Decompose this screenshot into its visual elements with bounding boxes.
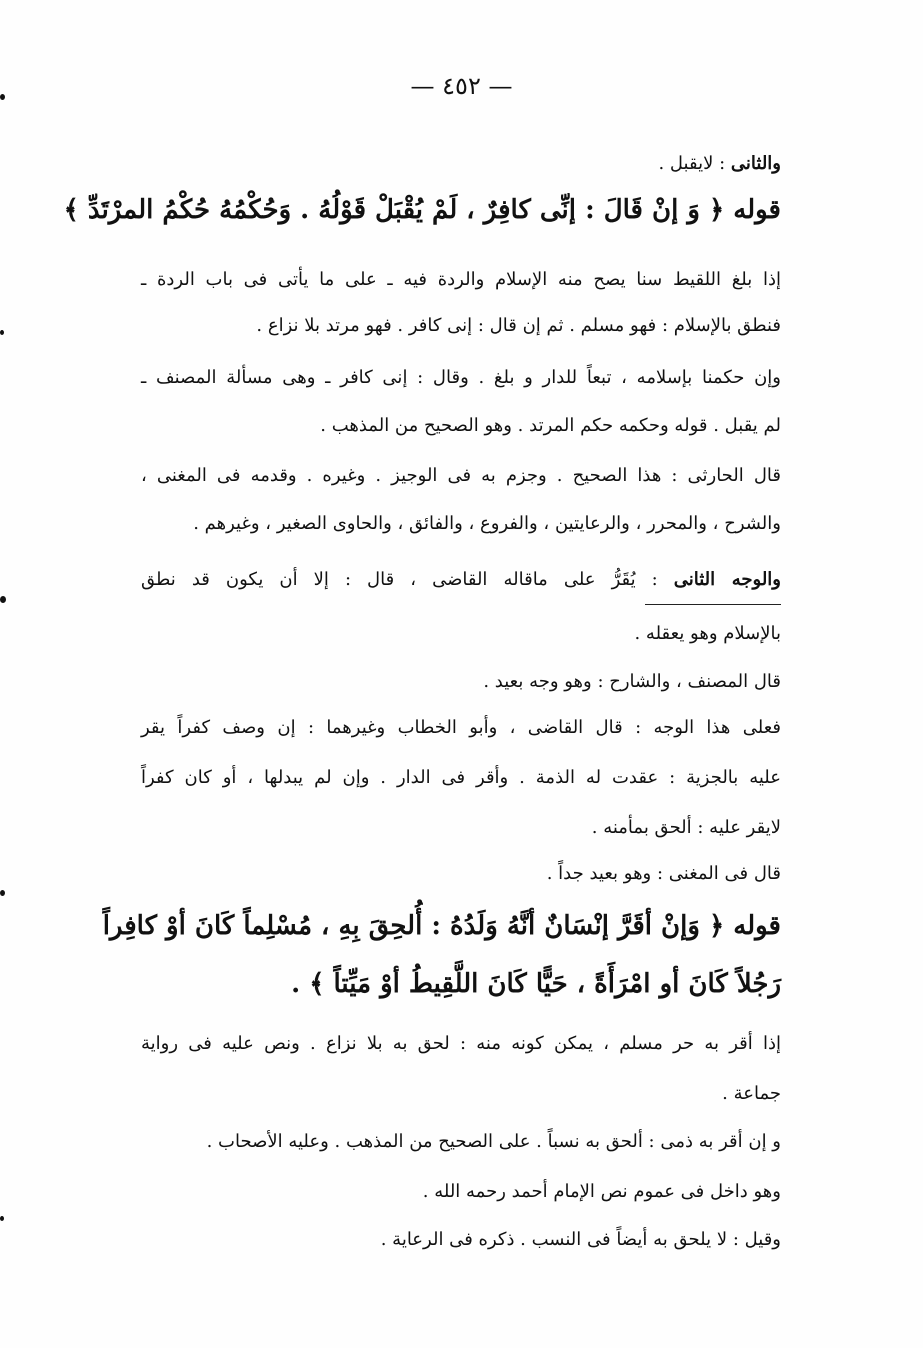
heading-line xyxy=(102,904,781,948)
heading-line xyxy=(141,962,781,1006)
line-text: وهو داخل فى عموم نص الإمام أحمد رحمه الله . xyxy=(422,1181,781,1202)
text-line xyxy=(141,462,781,490)
line-text: قوله ﴿ وَ إنْ قَالَ : إنِّى كافِرٌ ، لَمْ يُقْبَلْ قَوْلُهُ . وَحُكْمُهُ حُكْمُ المرْتَدِّ ﴾ xyxy=(63,195,781,225)
text-line xyxy=(141,814,781,842)
text-line xyxy=(141,668,781,696)
line-text: عليه بالجزية : عقدت له الذمة . وأقر فى الدار . وإن لم يبدلها ، أو كان كفراً xyxy=(141,767,781,788)
heading-line xyxy=(63,188,781,232)
page-number: — ٤٥٢ — xyxy=(410,72,513,100)
line-text: بالإسلام وهو يعقله . xyxy=(634,623,781,644)
line-text: إذا أقر به حر مسلم ، يمكن كونه منه : لحق به بلا نزاع . ونص عليه فى رواية xyxy=(141,1033,781,1054)
line-text: والوجه الثانى : يُقَرُّ على ماقاله القاضى ، قال : إلا أن يكون قد نطق xyxy=(141,569,781,590)
line-text: وإن حكمنا بإسلامه ، تبعاً للدار و بلغ . وقال : إنى كافر ـ وهى مسألة المصنف ـ xyxy=(141,367,781,388)
text-line xyxy=(141,860,781,888)
text-line xyxy=(141,150,781,178)
line-text: لايقر عليه : ألحق بمأمنه . xyxy=(591,817,781,838)
text-line xyxy=(141,412,781,440)
scan-mark xyxy=(0,94,5,100)
text-line xyxy=(141,1226,781,1254)
text-line xyxy=(141,312,781,340)
line-text: قال المصنف ، والشارح : وهو وجه بعيد . xyxy=(483,671,781,692)
line-text: قال الحارثى : هذا الصحيح . وجزم به فى الوجيز . وغيره . وقدمه فى المغنى ، xyxy=(141,465,781,486)
line-text: فنطق بالإسلام : فهو مسلم . ثم إن قال : إنى كافر . فهو مرتد بلا نزاع . xyxy=(256,315,781,336)
line-text: لم يقبل . قوله وحكمه حكم المرتد . وهو الصحيح من المذهب . xyxy=(320,415,781,436)
line-text: والشرح ، والمحرر ، والرعايتين ، والفروع ، والفائق ، والحاوى الصغير ، وغيرهم . xyxy=(193,513,781,534)
line-text: وقيل : لا يلحق به أيضاً فى النسب . ذكره فى الرعاية . xyxy=(380,1229,781,1250)
text-line xyxy=(141,364,781,392)
scan-mark xyxy=(0,890,5,896)
text-line xyxy=(141,620,781,648)
text-line xyxy=(141,1030,781,1058)
text-line xyxy=(141,510,781,538)
underline xyxy=(645,604,781,605)
text-line xyxy=(141,566,781,594)
scan-mark xyxy=(0,330,4,335)
text-line xyxy=(141,1178,781,1206)
line-text: قوله ﴿ وَإنْ أقَرَّ إنْسَانٌ أنَّهُ وَلَدُهُ : أُلحِقَ بِهِ ، مُسْلِماً كَانَ أوْ كافِراً xyxy=(102,911,781,941)
line-text: والثانى : لايقبل . xyxy=(658,153,781,174)
line-text: و إن أقر به ذمى : ألحق به نسباً . على الصحيح من المذهب . وعليه الأصحاب . xyxy=(206,1131,781,1152)
scan-mark xyxy=(0,596,6,603)
text-line xyxy=(141,1128,781,1156)
line-text: رَجُلاً كَانَ أو امْرَأَةً ، حَيًّا كَانَ اللَّقِيطُ أوْ مَيِّتاً ﴾ . xyxy=(291,969,781,999)
line-text: قال فى المغنى : وهو بعيد جداً . xyxy=(546,863,781,884)
text-line xyxy=(141,1080,781,1108)
text-line xyxy=(141,764,781,792)
text-line xyxy=(141,266,781,294)
text-line xyxy=(141,714,781,742)
line-text: إذا بلغ اللقيط سنا يصح منه الإسلام والردة فيه ـ على ما يأتى فى باب الردة ـ xyxy=(141,269,781,290)
line-text: فعلى هذا الوجه : قال القاضى ، وأبو الخطاب وغيرهما : إن وصف كفراً يقر xyxy=(141,717,781,738)
line-text: جماعة . xyxy=(722,1083,781,1104)
scan-mark xyxy=(0,1216,4,1221)
